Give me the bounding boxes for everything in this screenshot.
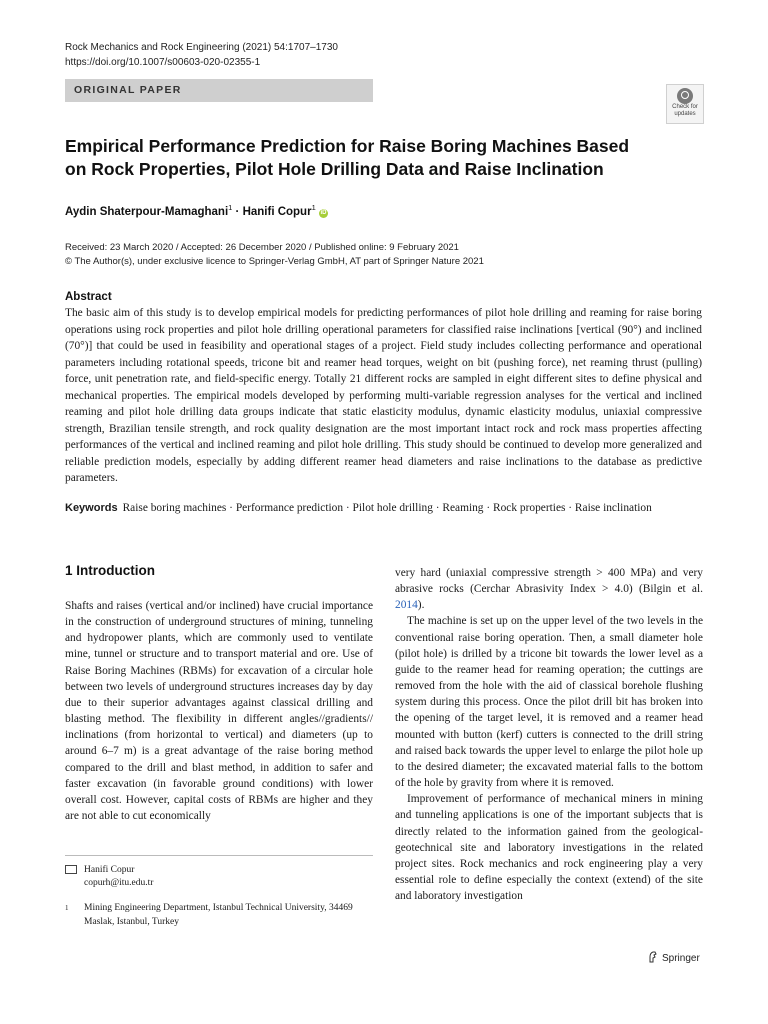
citation-link[interactable]: 2014 <box>395 599 418 612</box>
envelope-icon <box>65 865 77 874</box>
right-column <box>395 565 703 904</box>
keywords-text: Raise boring machines · Performance prediction · Pilot hole drilling · Reaming · Rock properties · Raise inclination <box>122 502 652 514</box>
publisher-name: Springer <box>662 953 700 964</box>
para-text-end: ). <box>417 599 425 612</box>
title-line-2: on Rock Properties, Pilot Hole Drilling Data and Raise Inclination <box>65 159 604 179</box>
dates-line: Received: 23 March 2020 / Accepted: 26 December 2020 / Published online: 9 February 2021 <box>65 242 459 253</box>
para-text: very hard (uniaxial compressive strength > 400 MPa) and very abrasive rocks (Cerchar Abrasivity Index > 4.0) (Bilgin et al. <box>395 567 703 596</box>
check-updates-icon <box>677 88 693 104</box>
intro-paragraph-3: Improvement of performance of mechanical miners in mining and tunneling applications is one of the important subjects that is directly related to the information gained from the geological-geotechnical site and laboratory investigations in the related project sites. Rock mechanics and rock engineering play a very essential role to define especially the context (extend) of the site and laboratory investigation <box>395 793 703 903</box>
author-2[interactable]: Hanifi Copur <box>242 205 312 218</box>
orcid-icon[interactable]: iD <box>320 209 327 216</box>
copyright-line: © The Author(s), under exclusive licence to Springer-Verlag GmbH, AT part of Springer Nature 2021 <box>65 255 484 267</box>
section-label: ORIGINAL PAPER <box>74 84 182 96</box>
footnote-divider <box>65 855 373 856</box>
title-line-1: Empirical Performance Prediction for Raise Boring Machines Based <box>65 136 630 156</box>
publisher-logo <box>648 951 700 964</box>
springer-horse-icon <box>648 951 658 963</box>
paper-title <box>65 135 685 181</box>
author-1-affiliation: 1 <box>228 203 233 212</box>
author-separator: · <box>232 205 243 218</box>
journal-citation <box>65 40 338 70</box>
publication-dates <box>65 241 484 268</box>
introduction-heading: 1 Introduction <box>65 563 155 578</box>
author-list <box>65 203 328 218</box>
check-updates-label-2: updates <box>674 111 696 117</box>
abstract-heading: Abstract <box>65 291 112 303</box>
intro-paragraph-continued <box>395 565 703 613</box>
contact-name: Hanifi Copur <box>84 865 135 875</box>
intro-paragraph-1: Shafts and raises (vertical and/or inclined) have crucial importance in the construction of underground structures of mining, tunneling and hydropower plants, which are commonly used to ventilate mine, tunnel or structure and to transport material and ore. Use of Raise Boring Machines (RBMs) for excavation of a circular hole between two levels of underground structures increases day by day due to their superior advantages against classical drilling and blasting method. The flexibility in different angles//gradients// inclinations (from horizontal to vertical) and diameters (up to around 6–7 m) is a great advantage of the raise boring method compared to the drill and blast method, in addition to safer and faster excavation (in favorable ground conditions) with lower overall cost. However, capital costs of RBMs are higher and they are not able to cut economically <box>65 600 373 823</box>
affiliation-text: Mining Engineering Department, Istanbul Technical University, 34469 Maslak, Istanbul, Turkey <box>84 903 353 927</box>
keywords <box>65 500 702 517</box>
doi-link[interactable]: https://doi.org/10.1007/s00603-020-02355-1 <box>65 57 261 68</box>
author-1[interactable]: Aydin Shaterpour-Mamaghani <box>65 205 229 218</box>
author-2-affiliation: 1 <box>311 203 316 212</box>
left-column <box>65 598 373 824</box>
affiliation-number: 1 <box>65 904 69 912</box>
keywords-heading: Keywords <box>65 502 118 514</box>
check-for-updates-badge[interactable] <box>666 84 704 124</box>
abstract-text: The basic aim of this study is to develop empirical models for predicting performances of pilot hole drilling and reaming for raise boring operations using rock properties and pilot hole drilling operational parameters for classified raise inclinations [vertical (90°) and inclined (70°)] that could be used in feasibility and operational stages of a project. Field study includes collecting performance and operational parameters including rotational speeds, tricone bit and reamer head torques, weight on bit (pushing force), net reaming thrust (pulling) force, unit penetration rate, and field-specific energy. Totally 21 different rocks are sampled in eight different sites to define physical and mechanical properties. The empirical models developed by performing multi-variable regression analyses for the vertical and inclined reaming and pilot hole drilling data groups indicate that static elasticity modulus, dynamic elasticity modulus, uniaxial compressive strength, Brazilian tensile strength, and rock quality designation are the most important intact rock and rock mass properties affecting performances of the vertical and inclined reaming and pilot hole drilling. This study should be continued to develop more generalized and reliable prediction models, especially by adding different reamer head diameters and raise inclinations to the database as predictive parameters. <box>65 307 702 484</box>
intro-paragraph-2: The machine is set up on the upper level of the two levels in the conventional raise boring operation. Then, a small diameter hole (pilot hole) is drilled by a tricone bit towards the lower level as a guide to the reamer head for reaming operation; the cuttings are removed from the hole with the aid of classical borehole flushing system during this process. Once the pilot drill bit has broken into the opening of the target level, it is removed and a reamer head mounted with button (kerf) cutters is connected to the drill string and raised back towards the upper level to enlarge the pilot hole up to the desired diameter; the excavated material falls to the bottom of the hole by gravity from where it is removed. <box>395 615 703 790</box>
journal-line: Rock Mechanics and Rock Engineering (2021) 54:1707–1730 <box>65 42 338 53</box>
check-updates-label-1: Check for <box>672 104 698 110</box>
contact-email[interactable]: copurh@itu.edu.tr <box>84 878 154 888</box>
section-banner <box>65 79 373 102</box>
